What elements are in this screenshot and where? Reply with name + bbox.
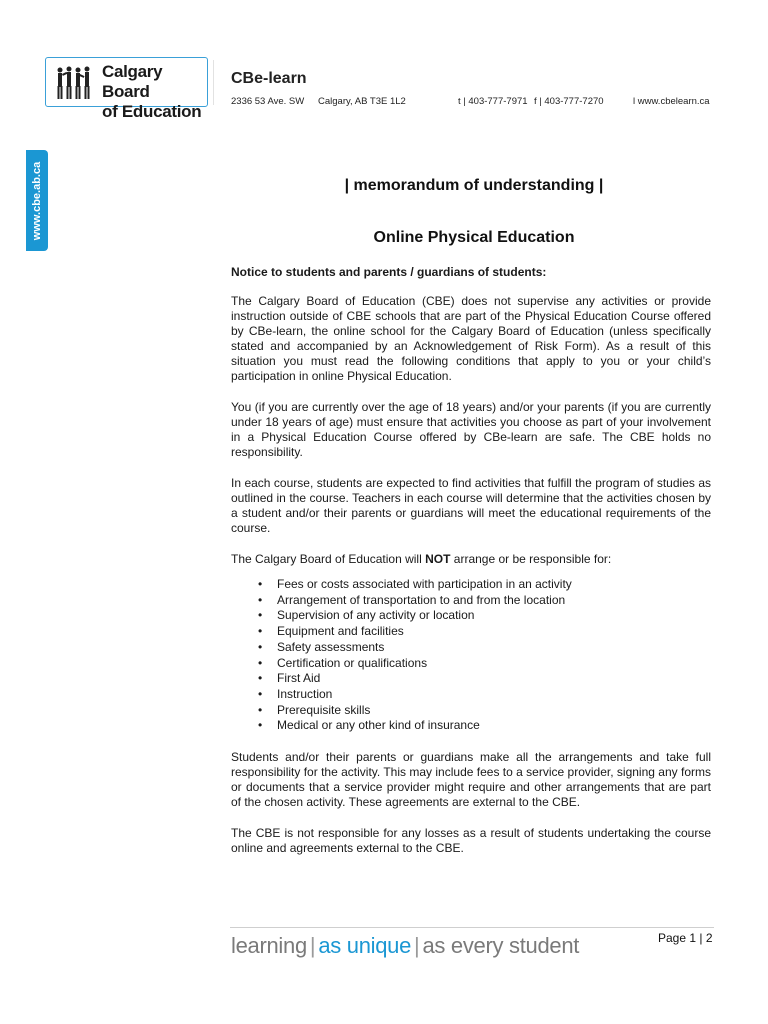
list-item: • Equipment and facilities bbox=[231, 624, 711, 640]
tagline-separator: | bbox=[414, 933, 420, 958]
program-name: CBe-learn bbox=[231, 70, 307, 87]
document-body bbox=[231, 265, 711, 872]
logo-line-1: Calgary Board bbox=[102, 62, 163, 101]
paragraph-4-after: arrange or be responsible for: bbox=[450, 552, 612, 566]
header-phone: t | 403-777-7971 bbox=[458, 96, 528, 107]
logo-wordmark bbox=[102, 62, 207, 122]
paragraph-3: In each course, students are expected to find activities that fulfill the program of studies as outlined in the course. Teachers in each course will determine that the activities chosen by a student and/or their parents or guardians will meet the educational requirements of the course. bbox=[231, 476, 711, 535]
paragraph-1: The Calgary Board of Education (CBE) does not supervise any activities or provide instruction outside of CBE schools that are part of the Physical Education Course offered by CBe-learn, the online school for the Calgary Board of Education (unless specifically stated and accompanied by an Acknowledgement of Risk Form). As a result of this situation you must read the following conditions that apply to you or your child’s participation in online Physical Education. bbox=[231, 294, 711, 383]
responsibility-list bbox=[231, 577, 711, 734]
tagline-part-2: as unique bbox=[318, 933, 412, 958]
footer-tagline bbox=[231, 933, 579, 959]
paragraph-6: The CBE is not responsible for any losses as a result of students undertaking the course online and agreements external to the CBE. bbox=[231, 826, 711, 856]
cbe-logo bbox=[45, 57, 208, 121]
header-divider bbox=[213, 60, 214, 105]
list-item: • Medical or any other kind of insurance bbox=[231, 718, 711, 734]
tagline-part-3: as every student bbox=[422, 933, 580, 958]
list-item: • Certification or qualifications bbox=[231, 656, 711, 672]
paragraph-4 bbox=[231, 552, 711, 567]
paragraph-4-before: The Calgary Board of Education will bbox=[231, 552, 426, 566]
side-url-text: www.cbe.ab.ca bbox=[31, 161, 43, 240]
list-item: • Safety assessments bbox=[231, 640, 711, 656]
logo-line-2: of Education bbox=[102, 102, 202, 121]
memo-title: | memorandum of understanding | bbox=[344, 177, 604, 194]
header-fax: f | 403-777-7270 bbox=[534, 96, 604, 107]
list-item: • Instruction bbox=[231, 687, 711, 703]
header-city: Calgary, AB T3E 1L2 bbox=[318, 96, 406, 107]
document-title: Online Physical Education bbox=[373, 229, 575, 246]
header-website: l www.cbelearn.ca bbox=[633, 96, 710, 107]
page-number: Page 1 | 2 bbox=[658, 931, 713, 945]
tagline-separator: | bbox=[309, 933, 316, 958]
list-item: • First Aid bbox=[231, 671, 711, 687]
paragraph-4-emphasis: NOT bbox=[425, 552, 451, 566]
people-figures-icon bbox=[54, 65, 94, 101]
list-item: • Supervision of any activity or location bbox=[231, 608, 711, 624]
list-item: • Prerequisite skills bbox=[231, 703, 711, 719]
paragraph-5: Students and/or their parents or guardians make all the arrangements and take full responsibility for the activity. This may include fees to a service provider, signing any forms or documents that a service provider might require and other arrangements that are part of the chosen activity. These agreements are external to the CBE. bbox=[231, 750, 711, 810]
list-item: • Fees or costs associated with participation in an activity bbox=[231, 577, 711, 593]
tagline-part-1: learning bbox=[231, 933, 307, 958]
notice-heading: Notice to students and parents / guardians of students: bbox=[231, 265, 547, 279]
header-address: 2336 53 Ave. SW bbox=[231, 96, 305, 107]
list-item: • Arrangement of transportation to and from the location bbox=[231, 593, 711, 609]
footer-divider bbox=[230, 927, 714, 928]
paragraph-2: You (if you are currently over the age of 18 years) and/or your parents (if you are currently under 18 years of age) must ensure that activities you choose as part of your involvement in a Physical Education Course offered by CBe-learn are safe. The CBE holds no responsibility. bbox=[231, 400, 711, 459]
